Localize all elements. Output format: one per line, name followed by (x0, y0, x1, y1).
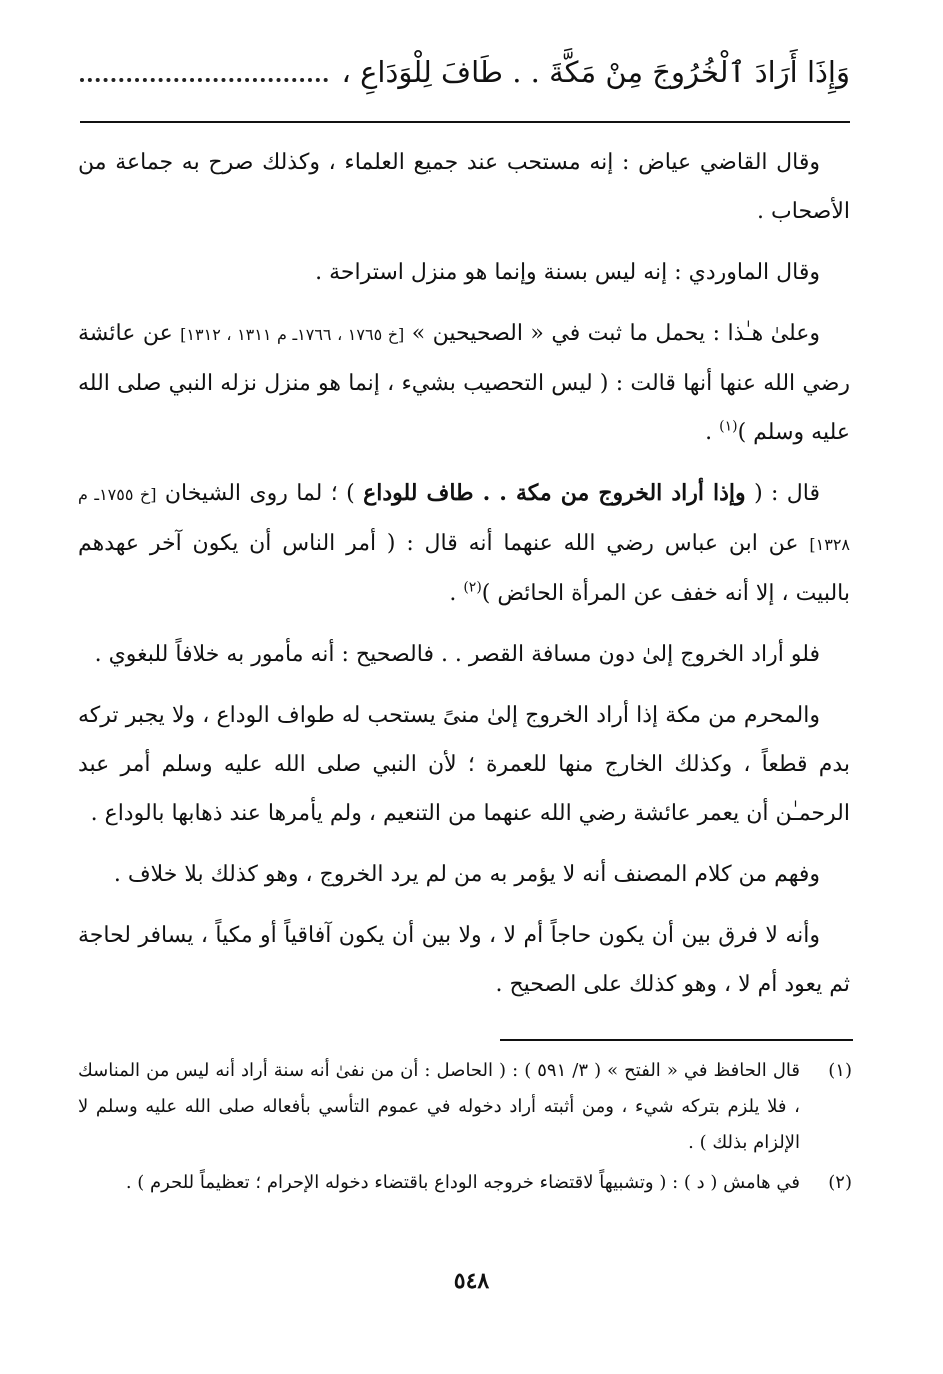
footnote-text: قال الحافظ في « الفتح » ( ٣/ ٥٩١ ) : ( الحاصل : أن من نفىٰ أنه سنة أراد أنه ليس من المناسك ، فلا يلزم بتركه شيء ، ومن أثبته أراد دخوله في عموم التأسي بأفعاله صلى الله عليه وسلم لا الإلزام بذلك ) . (78, 1060, 800, 1153)
paragraph-text: وفهم من كلام المصنف أنه لا يؤمر به من لم يرد الخروج ، وهو كذلك بلا خلاف . (113, 862, 820, 887)
main-text (78, 138, 850, 1021)
running-header (80, 44, 850, 100)
paragraph-text: . (705, 420, 720, 445)
footnote-marker[interactable]: (٢) (463, 579, 482, 596)
footnote (78, 1053, 852, 1161)
paragraph (78, 138, 850, 236)
footnote-text: في هامش ( د ) : ( وتشبيهاً لاقتضاء خروجه الوداع باقتضاء دخوله الإحرام ؛ تعظيماً للحرم ) . (125, 1172, 800, 1193)
footnotes (78, 1053, 852, 1205)
paragraph-text: وأنه لا فرق بين أن يكون حاجاً أم لا ، ولا بين أن يكون آفاقياً أو مكياً ، يسافر لحاجة ثم يعود أم لا ، وهو كذلك على الصحيح . (78, 923, 850, 997)
hadith-reference: [خ ١٧٥٥ـ م ١٣٢٨] (78, 485, 850, 554)
footnote-marker[interactable]: (١) (719, 418, 738, 435)
paragraph-text: والمحرم من مكة إذا أراد الخروج إلىٰ منىً يستحب له طواف الوداع ، ولا يجبر تركه بدم قطعاً ، وكذلك الخارج منها للعمرة ؛ لأن النبي صلى الله عليه وسلم أمر عبد الرحمـٰن أن يعمر عائشة رضي الله عنهما من التنعيم ، ولم يأمرها عند ذهابها بالوداع . (78, 703, 850, 826)
footnote-number: (١) (828, 1060, 852, 1081)
header-title: وَإِذَا أَرَادَ ٱلْخُرُوجَ مِنْ مَكَّةَ . . طَافَ لِلْوَدَاعِ ، (341, 55, 850, 89)
paragraph-text: فلو أراد الخروج إلىٰ دون مسافة القصر . . فالصحيح : أنه مأمور به خلافاً للبغوي . (94, 642, 820, 667)
paragraph-text: وقال الماوردي : إنه ليس بسنة وإنما هو منزل استراحة . (315, 260, 820, 285)
page-number: ٥٤٨ (453, 1268, 490, 1294)
header-dot-leader (80, 48, 328, 82)
paragraph (78, 691, 850, 838)
paragraph-text: . (449, 581, 464, 606)
paragraph (78, 469, 850, 618)
paragraph (78, 850, 850, 899)
matn-quote: وإذا أراد الخروج من مكة . . طاف للوداع (363, 480, 746, 506)
footnote-divider (500, 1039, 853, 1041)
paragraph (78, 630, 850, 679)
paragraph (78, 248, 850, 297)
paragraph-text: عن ابن عباس رضي الله عنهما أنه قال : ( أمر الناس أن يكون آخر عهدهم بالبيت ، إلا أنه خفف عن المرأة الحائض ) (78, 531, 850, 606)
paragraph (78, 309, 850, 457)
paragraph-text: عن عائشة رضي الله عنها أنها قالت : ( ليس التحصيب بشيء ، إنما هو منزل نزله النبي صلى الله عليه وسلم ) (78, 321, 850, 445)
footnote (78, 1165, 852, 1201)
header-divider (80, 121, 850, 123)
footnote-number: (٢) (828, 1172, 852, 1193)
paragraph-text: قال : ( (745, 481, 821, 506)
paragraph-text: وعلىٰ هـٰذا : يحمل ما ثبت في « الصحيحين » (404, 321, 820, 346)
paragraph-text: ) ؛ لما روى الشيخان (156, 481, 364, 506)
paragraph (78, 911, 850, 1009)
hadith-reference: [خ ١٧٦٥ ، ١٧٦٦ـ م ١٣١١ ، ١٣١٢] (180, 325, 405, 344)
paragraph-text: وقال القاضي عياض : إنه مستحب عند جميع العلماء ، وكذلك صرح به جماعة من الأصحاب . (78, 150, 850, 224)
